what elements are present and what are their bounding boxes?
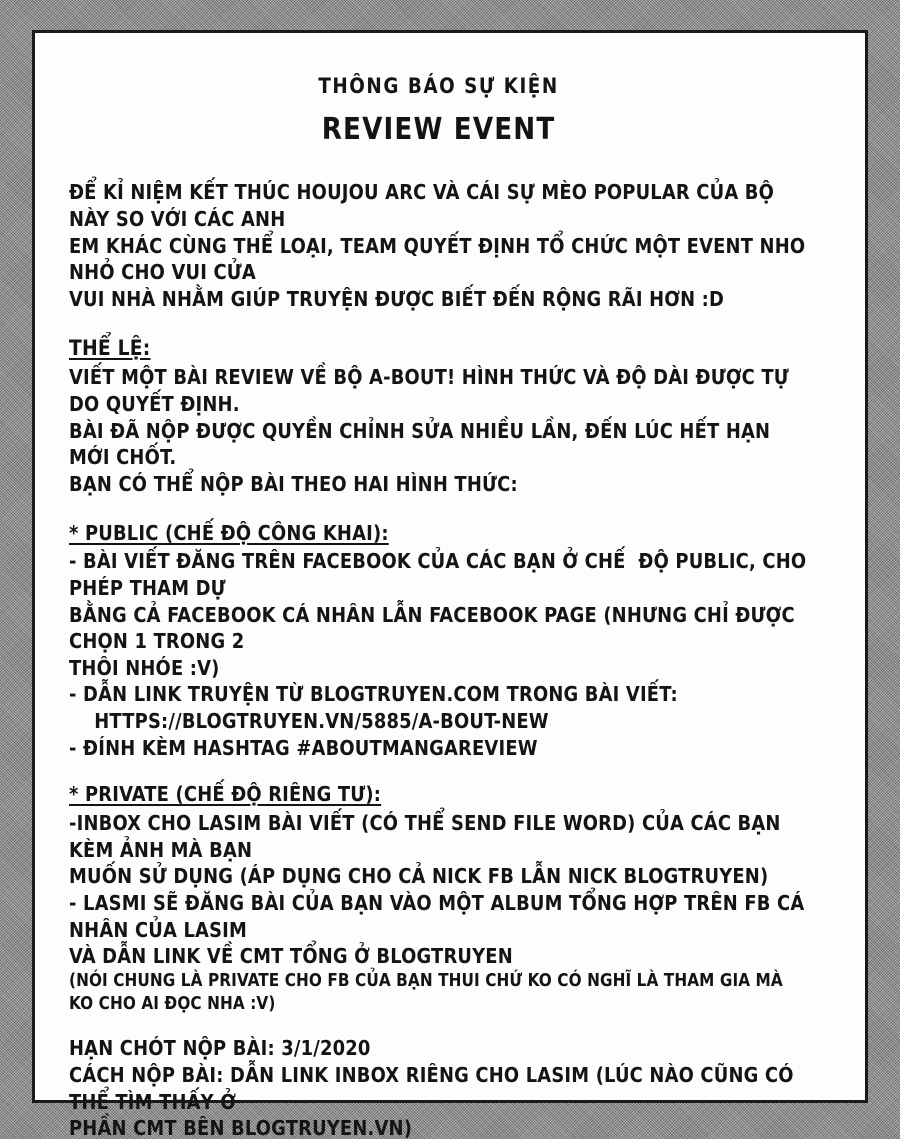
- spacer-private-deadline: [69, 1015, 831, 1035]
- private-note: (NÓI CHUNG LÀ PRIVATE CHO FB CỦA BẠN THUI CHỨ KO CÓ NGHĨ LÀ THAM GIA MÀ KO CHO AI ĐỌC NHA :V): [69, 970, 789, 1014]
- private-section: [69, 781, 811, 1015]
- event-kicker: THÔNG BÁO SỰ KIỆN: [318, 74, 559, 98]
- private-line-2: MUỐN SỬ DỤNG (ÁP DỤNG CHO CẢ NICK FB LẪN NICK BLOGTRUYEN): [69, 864, 769, 889]
- public-line-3: THÔI NHÓE :V): [69, 655, 220, 680]
- public-hashtag-line: - ĐÍNH KÈM HASHTAG #ABOUTMANGAREVIEW: [69, 735, 538, 760]
- submit-section: [69, 1062, 808, 1142]
- rules-line-3: BẠN CÓ THỂ NỘP BÀI THEO HAI HÌNH THỨC:: [69, 472, 518, 496]
- intro-line-3: VUI NHÀ NHẰM GIÚP TRUYỆN ĐƯỢC BIẾT ĐẾN RỘNG RÃI HƠN :D: [69, 286, 725, 311]
- private-line-1: -INBOX CHO LASIM BÀI VIẾT (CÓ THỂ SEND FILE WORD) CỦA CÁC BẠN KÈM ẢNH MÀ BẠN: [69, 811, 788, 862]
- intro-paragraph: [69, 179, 812, 312]
- deadline-section: [69, 1035, 808, 1062]
- submit-line-1: CÁCH NỘP BÀI: DẪN LINK INBOX RIÊNG CHO LASIM (LÚC NÀO CŨNG CÓ THỂ TÌM THẤY Ở: [69, 1063, 801, 1114]
- announcement-sheet: [32, 30, 868, 1141]
- rules-line-2: BÀI ĐÃ NỘP ĐƯỢC QUYỀN CHỈNH SỬA NHIỀU LẦN, ĐẾN LÚC HẾT HẠN MỚI CHỐT.: [69, 418, 777, 470]
- rules-line-1: VIẾT MỘT BÀI REVIEW VỀ BỘ A-BOUT! HÌNH THỨC VÀ ĐỘ DÀI ĐƯỢC TỰ DO QUYẾT ĐỊNH.: [69, 365, 796, 417]
- public-line-4: - DẪN LINK TRUYỆN TỪ BLOGTRUYEN.COM TRONG BÀI VIẾT:: [69, 682, 678, 707]
- event-title: REVIEW EVENT: [321, 112, 556, 148]
- rules-heading: THỂ LỆ:: [69, 335, 151, 361]
- intro-line-1: ĐỂ KỈ NIỆM KẾT THÚC HOUJOU ARC VÀ CÁI SỰ MÈO POPULAR CỦA BỘ NÀY SO VỚI CÁC ANH: [69, 180, 781, 231]
- private-line-3: - LASMI SẼ ĐĂNG BÀI CỦA BẠN VÀO MỘT ALBUM TỔNG HỢP TRÊN FB CÁ NHÂN CỦA LASIM: [69, 890, 811, 942]
- public-line-2: BẰNG CẢ FACEBOOK CÁ NHÂN LẪN FACEBOOK PAGE (NHƯNG CHỈ ĐƯỢC CHỌN 1 TRONG 2: [69, 602, 802, 654]
- spacer-public-private: [69, 761, 831, 781]
- blogtruyen-link[interactable]: HTTPS://BLOGTRUYEN.VN/5885/A-BOUT-NEW: [94, 709, 549, 734]
- public-heading: * PUBLIC (CHẾ ĐỘ CÔNG KHAI):: [69, 520, 389, 545]
- submit-line-2: PHẦN CMT BÊN BLOGTRUYEN.VN): [69, 1116, 413, 1141]
- deadline-line: HẠN CHÓT NỘP BÀI: 3/1/2020: [69, 1036, 371, 1061]
- private-line-4: VÀ DẪN LINK VỀ CMT TỔNG Ở BLOGTRUYEN: [69, 944, 513, 969]
- rules-paragraph: [69, 364, 808, 497]
- public-line-1: - BÀI VIẾT ĐĂNG TRÊN FACEBOOK CỦA CÁC BẠN Ở CHẾ ĐỘ PUBLIC, CHO PHÉP THAM DỰ: [69, 549, 813, 600]
- private-heading: * PRIVATE (CHẾ ĐỘ RIÊNG TƯ):: [69, 782, 382, 807]
- intro-line-2: EM KHÁC CÙNG THỂ LOẠI, TEAM QUYẾT ĐỊNH TỔ CHỨC MỘT EVENT NHO NHỎ CHO VUI CỬA: [69, 233, 812, 285]
- public-section: [69, 520, 813, 762]
